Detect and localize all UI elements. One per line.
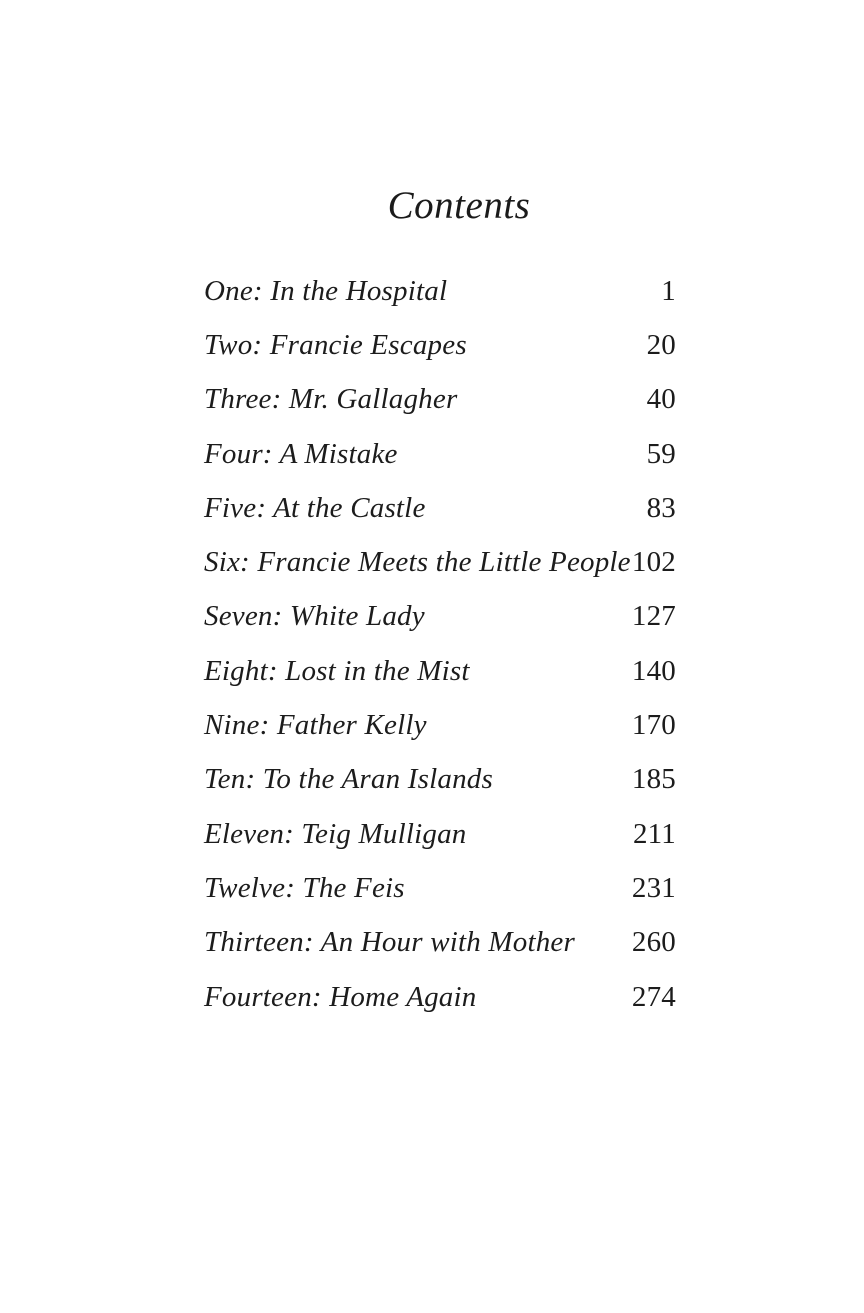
toc-entry-page: 83 (646, 491, 676, 524)
toc-entry-page: 40 (646, 383, 676, 416)
toc-entry-page: 127 (631, 600, 676, 633)
toc-entry (204, 698, 676, 752)
toc-entry-label: One: In the Hospital (204, 274, 448, 307)
toc-entry-label: Three: Mr. Gallagher (204, 383, 458, 416)
toc-entry (204, 590, 676, 644)
toc-entry-page: 59 (646, 437, 676, 470)
toc-entry-page: 274 (631, 980, 676, 1013)
toc-entry-label: Six: Francie Meets the Little People (204, 546, 631, 579)
toc-entry-page: 185 (631, 763, 676, 796)
toc-entry-page: 1 (661, 274, 676, 307)
toc-entry-label: Five: At the Castle (204, 491, 426, 524)
toc-entry-page: 211 (632, 817, 676, 850)
toc-entry (204, 970, 676, 1024)
toc-entry-page: 140 (631, 654, 676, 687)
toc-entry (204, 916, 676, 970)
toc-entry-label: Eight: Lost in the Mist (204, 654, 470, 687)
toc-entry-label: Twelve: The Feis (204, 871, 405, 904)
toc-entry (204, 264, 676, 318)
toc-entry (204, 481, 676, 535)
toc-entry (204, 644, 676, 698)
toc-entry (204, 861, 676, 915)
toc-entry-page: 260 (631, 926, 676, 959)
toc-entry-label: Eleven: Teig Mulligan (204, 817, 467, 850)
toc-entry-label: Thirteen: An Hour with Mother (204, 926, 575, 959)
toc-entry-page: 231 (631, 871, 676, 904)
toc-entry-label: Nine: Father Kelly (204, 709, 427, 742)
toc-entry-page: 20 (646, 328, 676, 361)
toc-entry-label: Seven: White Lady (204, 600, 425, 633)
contents-title-wrap (0, 184, 864, 229)
toc-entry (204, 373, 676, 427)
contents-title: Contents (387, 184, 531, 227)
toc-entry-page: 170 (631, 709, 676, 742)
toc-entry (204, 807, 676, 861)
toc-entry-label: Four: A Mistake (204, 437, 398, 470)
toc-entry-label: Two: Francie Escapes (204, 328, 467, 361)
toc-entry-label: Fourteen: Home Again (204, 980, 477, 1013)
toc-entry (204, 753, 676, 807)
toc-entry (204, 427, 676, 481)
table-of-contents (204, 264, 676, 1024)
toc-entry (204, 535, 676, 589)
toc-entry (204, 318, 676, 372)
toc-entry-page: 102 (631, 546, 676, 579)
toc-entry-label: Ten: To the Aran Islands (204, 763, 493, 796)
